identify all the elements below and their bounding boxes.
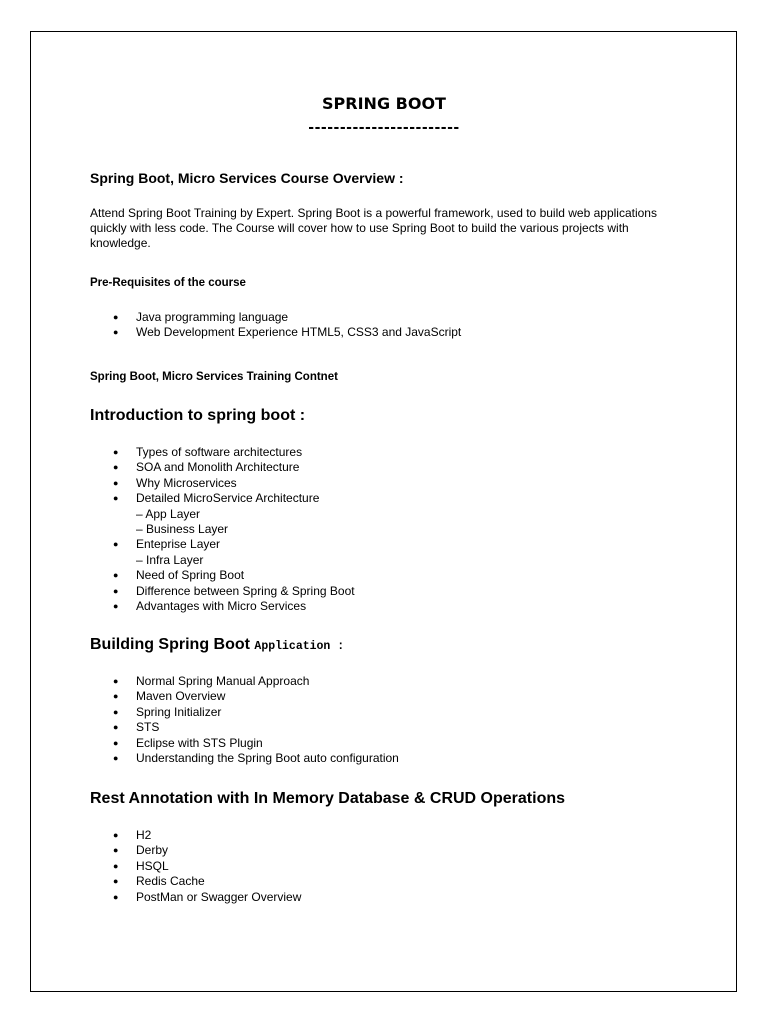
sub-item: – Business Layer [136,522,229,537]
bullet-icon: ● [113,477,119,488]
list-item: ● Eclipse with STS Plugin [113,735,263,750]
list-item: ● Why Microservices [113,475,237,490]
bullet-icon: ● [113,570,119,581]
building-list [90,674,399,766]
bullet-icon: ● [113,830,119,840]
bullet-icon: ● [113,539,119,550]
bullet-icon: ● [113,860,119,871]
intro-heading: Introduction to spring boot : [90,407,306,424]
overview-paragraph: Attend Spring Boot Training by Expert. Spring Boot is a powerful framework, used to build web applications quickly with less code. The Course will cover how to use Spring Boot to build the various projects with knowledge. [90,206,657,250]
list-item: ● Maven Overview [113,689,226,704]
document-title: SPRING BOOT [322,94,446,113]
list-item: ● Derby [113,843,169,858]
building-heading: Building Spring Boot Application : [90,636,345,653]
rest-heading: Rest Annotation with In Memory Database & CRUD Operations [90,790,566,807]
list-item: ● Web Development Experience HTML5, CSS3 and JavaScript [113,325,462,340]
building-heading-suffix: Application : [254,640,345,653]
prerequisites-heading: Pre-Requisites of the course [90,277,246,289]
overview-heading: Spring Boot, Micro Services Course Overview : [90,170,404,186]
bullet-icon: ● [113,327,119,338]
list-item: ● Java programming language [113,310,289,324]
list-item: ● Spring Initializer [113,704,222,719]
list-item: ● Need of Spring Boot [113,568,245,583]
list-item: ● Normal Spring Manual Approach [113,674,310,688]
sub-item: – App Layer [136,506,201,521]
bullet-icon: ● [113,447,119,457]
bullet-icon: ● [113,462,119,473]
bullet-icon: ● [113,312,119,322]
list-item: ● Enteprise Layer – Infra Layer [90,537,355,568]
bullet-icon: ● [113,601,119,612]
list-item: ● Types of software architectures [113,445,303,459]
list-item: ● Detailed MicroService Architecture – App Layer – Business Layer [90,491,355,537]
bullet-icon: ● [113,845,119,856]
bullet-icon: ● [113,722,119,733]
bullet-icon: ● [113,891,119,902]
bullet-icon: ● [113,691,119,702]
list-item: ● Redis Cache [113,874,205,889]
intro-list [90,445,355,614]
bullet-icon: ● [113,706,119,717]
list-item: ● SOA and Monolith Architecture [113,460,300,475]
bullet-icon: ● [113,585,119,596]
bullet-icon: ● [113,876,119,887]
list-item: ● HSQL [113,858,169,873]
list-item: ● Difference between Spring & Spring Boot [113,583,355,598]
prerequisites-list [90,310,461,341]
sub-item: – Infra Layer [136,552,204,567]
bullet-icon: ● [113,676,119,686]
list-item: ● Understanding the Spring Boot auto configuration [113,751,399,766]
bullet-icon: ● [113,493,119,504]
rest-list [90,828,301,905]
bullet-icon: ● [113,737,119,748]
list-item: ● H2 [113,828,152,842]
list-item: ● STS [113,720,160,735]
list-item: ● PostMan or Swagger Overview [113,889,302,904]
list-item: ● Advantages with Micro Services [113,599,307,614]
bullet-icon: ● [113,753,119,764]
title-underline-dashes: ------------------------ [308,120,460,136]
training-content-heading: Spring Boot, Micro Services Training Contnet [90,371,338,383]
